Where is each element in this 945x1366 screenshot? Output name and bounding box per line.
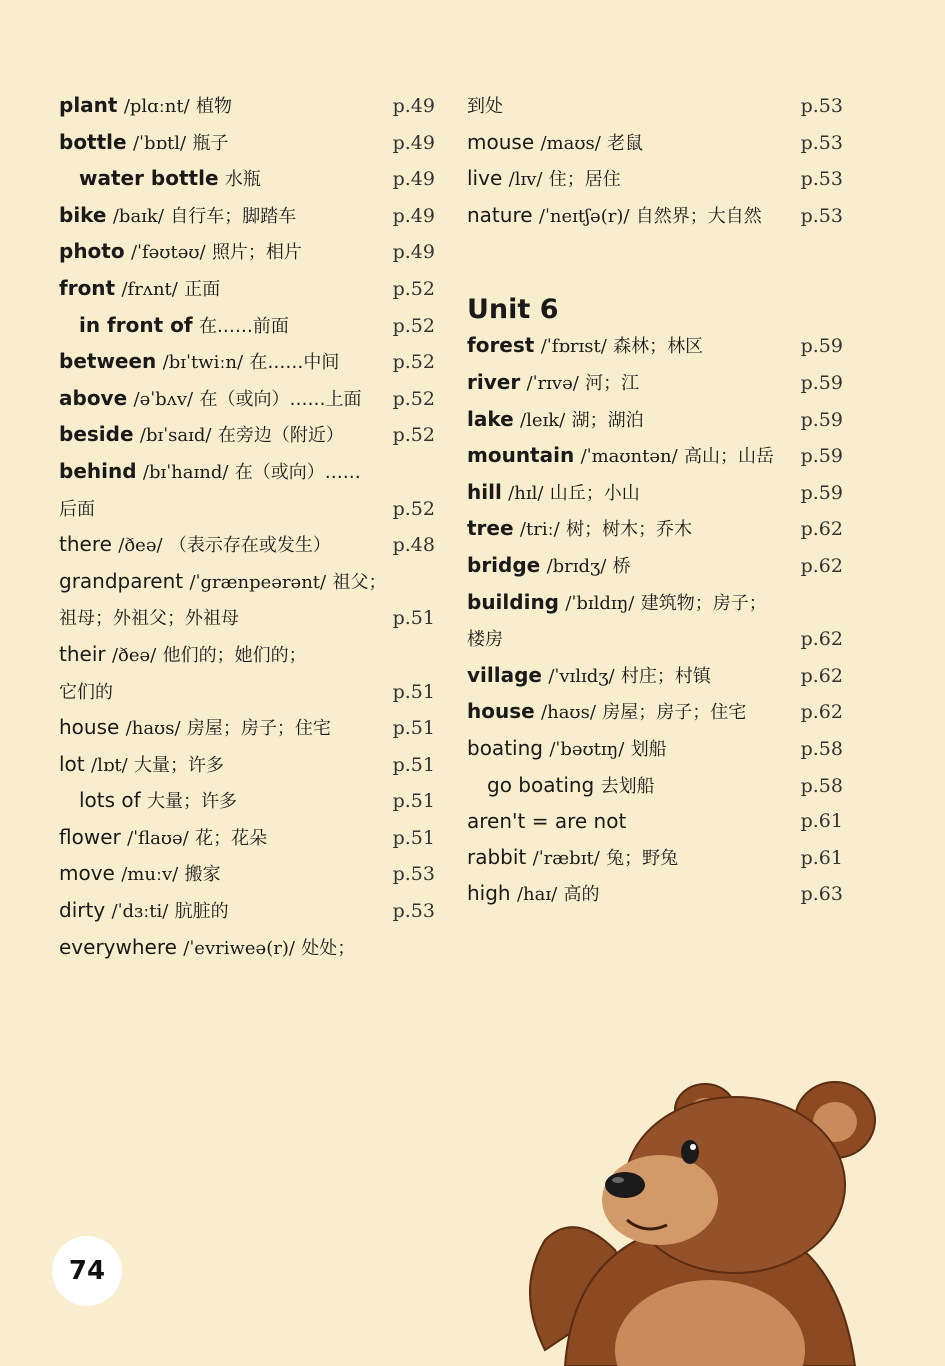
vocab-entry — [467, 125, 847, 162]
entry-line — [59, 820, 439, 857]
page-reference: p.51 — [392, 717, 435, 740]
vocab-entry — [467, 475, 847, 512]
headword: mouse — [467, 129, 535, 154]
page-reference: p.49 — [392, 241, 435, 264]
entry-line — [467, 88, 847, 125]
meaning: 大量；许多 — [147, 791, 238, 813]
page-reference: p.52 — [392, 314, 435, 337]
meaning: 高山；山岳 — [684, 446, 775, 468]
page-reference: p.63 — [800, 883, 843, 906]
vocab-entry — [467, 88, 847, 125]
entry-line-continued — [59, 600, 439, 637]
entry-line — [59, 527, 439, 564]
vocab-entry — [467, 731, 847, 768]
page-reference: p.53 — [392, 863, 435, 886]
phonetic: /ˈdɜːti/ — [111, 901, 169, 923]
phonetic: /bɪˈsaɪd/ — [139, 425, 212, 447]
page-reference: p.59 — [800, 371, 843, 394]
headword: beside — [59, 422, 134, 447]
meaning: 肮脏的 — [174, 901, 229, 923]
meaning: 住；居住 — [548, 169, 621, 191]
headword: forest — [467, 333, 535, 358]
vocab-entry — [59, 417, 439, 454]
entry-line — [467, 475, 847, 512]
page-number: 74 — [52, 1236, 122, 1306]
headword: everywhere — [59, 934, 177, 959]
vocab-entry — [59, 234, 439, 271]
page-reference: p.52 — [392, 277, 435, 300]
phonetic: /haɪ/ — [516, 884, 558, 906]
phonetic: /maʊs/ — [540, 132, 601, 154]
entry-line — [59, 856, 439, 893]
vocab-entry — [59, 710, 439, 747]
phonetic: /ˈgrænpeərənt/ — [189, 571, 327, 593]
entry-line — [59, 344, 439, 381]
word-list-right-bottom — [467, 328, 847, 913]
meaning-continued: 楼房 — [467, 629, 503, 651]
entry-line-continued — [59, 491, 439, 528]
entry-line — [467, 511, 847, 548]
vocab-entry — [467, 840, 847, 877]
vocab-entry — [59, 930, 439, 967]
headword: there — [59, 532, 112, 557]
headword: in front of — [79, 312, 193, 337]
phonetic: /baɪk/ — [112, 205, 164, 227]
phonetic: /ˈfəʊtəʊ/ — [130, 242, 206, 264]
page-reference: p.49 — [392, 168, 435, 191]
vocab-entry — [467, 548, 847, 585]
headword: house — [59, 715, 120, 740]
entry-line — [59, 783, 439, 820]
meaning: 瓶子 — [192, 132, 229, 154]
phonetic: /ˈrɪvə/ — [526, 372, 579, 394]
meaning: 房屋；房子；住宅 — [602, 702, 747, 724]
vocab-entry — [467, 658, 847, 695]
headword: lake — [467, 406, 514, 431]
meaning: 自然界；大自然 — [635, 205, 762, 227]
vocab-entry — [59, 198, 439, 235]
entry-line — [467, 125, 847, 162]
phonetic: /plɑːnt/ — [123, 96, 190, 117]
page-reference: p.62 — [800, 554, 843, 577]
entry-line — [59, 930, 439, 967]
page-reference: p.53 — [800, 131, 843, 154]
meaning: 去划船 — [600, 775, 655, 797]
vocab-entry — [59, 747, 439, 784]
meaning: 在（或向）…… — [234, 461, 361, 483]
page-reference: p.59 — [800, 445, 843, 468]
vocabulary-column-left — [59, 88, 439, 966]
meaning: 祖父； — [332, 571, 387, 593]
meaning: 正面 — [184, 278, 221, 300]
phonetic: /brɪdʒ/ — [546, 555, 607, 577]
page-reference: p.51 — [392, 680, 435, 703]
meaning-continued: 祖母；外祖父；外祖母 — [59, 608, 239, 630]
headword: behind — [59, 458, 137, 483]
headword: above — [59, 385, 128, 410]
page-reference: p.53 — [392, 900, 435, 923]
vocab-entry — [467, 161, 847, 198]
phonetic: /frʌnt/ — [121, 278, 178, 300]
vocab-entry — [467, 402, 847, 439]
meaning: 房屋；房子；住宅 — [186, 718, 331, 740]
entry-line — [467, 694, 847, 731]
phonetic: /ˈfɒrɪst/ — [540, 336, 607, 358]
vocab-entry — [59, 856, 439, 893]
entry-line — [467, 548, 847, 585]
meaning: 村庄；村镇 — [620, 665, 711, 687]
phonetic: /ˈflaʊə/ — [127, 827, 189, 849]
headword: move — [59, 861, 115, 886]
page-reference: p.51 — [392, 826, 435, 849]
meaning: 在……中间 — [249, 352, 340, 374]
page-reference: p.62 — [800, 628, 843, 651]
entry-line — [467, 402, 847, 439]
headword: lot — [59, 751, 85, 776]
phonetic: /ˈneɪtʃə(r)/ — [538, 205, 630, 227]
entry-line — [467, 840, 847, 877]
entry-line — [467, 365, 847, 402]
headword: water bottle — [79, 166, 219, 191]
page-reference: p.62 — [800, 701, 843, 724]
entry-line — [59, 710, 439, 747]
entry-line — [467, 438, 847, 475]
page-reference: p.49 — [392, 95, 435, 117]
vocab-entry — [59, 88, 439, 125]
entry-line — [59, 308, 439, 345]
phonetic: /əˈbʌv/ — [133, 388, 194, 410]
meaning: 自行车；脚踏车 — [170, 205, 297, 227]
entry-line — [59, 454, 439, 491]
vocab-entry — [59, 125, 439, 162]
meaning: （表示存在或发生） — [168, 535, 331, 557]
word-list-left — [59, 88, 439, 966]
vocab-entry — [467, 511, 847, 548]
meaning: 水瓶 — [224, 169, 261, 191]
entry-line — [467, 731, 847, 768]
phonetic: /lɒt/ — [91, 754, 128, 776]
phonetic: /muːv/ — [121, 864, 179, 886]
entry-line — [59, 381, 439, 418]
meaning: 划船 — [630, 738, 667, 760]
meaning-continued: 它们的 — [59, 681, 113, 703]
meaning: 照片；相片 — [211, 242, 302, 264]
headword: bike — [59, 202, 107, 227]
headword: mountain — [467, 443, 575, 468]
entry-line — [59, 198, 439, 235]
headword: front — [59, 275, 116, 300]
vocab-entry — [59, 527, 439, 564]
headword: live — [467, 166, 503, 191]
meaning: 河；江 — [585, 372, 640, 394]
phonetic: /ðeə/ — [111, 644, 157, 666]
entry-line — [59, 271, 439, 308]
meaning: 搬家 — [184, 864, 221, 886]
entry-line — [59, 125, 439, 162]
vocab-entry — [467, 804, 847, 840]
entry-line — [59, 234, 439, 271]
page-reference: p.52 — [392, 424, 435, 447]
entry-line — [59, 564, 439, 601]
entry-line — [467, 768, 847, 805]
vocab-entry — [59, 564, 439, 637]
unit-heading: Unit 6 — [467, 294, 559, 326]
meaning: 花；花朵 — [195, 827, 268, 849]
page-reference: p.59 — [800, 408, 843, 431]
meaning: 树；树木；乔木 — [566, 519, 693, 541]
bear-nose — [605, 1172, 645, 1198]
phonetic: /ðeə/ — [118, 535, 163, 557]
meaning: 他们的；她们的； — [162, 644, 307, 666]
entry-line-continued — [59, 674, 439, 711]
phonetic: /ˈmaʊntən/ — [580, 446, 678, 468]
meaning: 森林；林区 — [613, 336, 704, 358]
entry-line — [59, 747, 439, 784]
phonetic: /haʊs/ — [125, 718, 181, 740]
sub-entry — [59, 783, 439, 820]
meaning: 高的 — [563, 884, 600, 906]
page-reference: p.53 — [800, 168, 843, 191]
phonetic: /ˈvɪlɪdʒ/ — [548, 665, 615, 687]
phonetic: /ˈræbɪt/ — [532, 847, 600, 869]
entry-line — [467, 658, 847, 695]
entry-line — [59, 88, 439, 125]
phonetic: /ˈevriweə(r)/ — [183, 937, 295, 959]
entry-line — [467, 328, 847, 365]
sub-entry — [467, 768, 847, 805]
headword: flower — [59, 824, 121, 849]
meaning-continued: 后面 — [59, 498, 95, 520]
page-reference: p.51 — [392, 790, 435, 813]
phonetic: /bɪˈhaɪnd/ — [142, 461, 229, 483]
entry-line — [467, 876, 847, 913]
headword: bottle — [59, 129, 127, 154]
vocab-entry — [467, 365, 847, 402]
sub-entry — [59, 308, 439, 345]
headword: photo — [59, 239, 125, 264]
vocab-entry — [59, 820, 439, 857]
vocab-entry — [467, 198, 847, 235]
page-reference: p.62 — [800, 518, 843, 541]
phonetic: /hɪl/ — [508, 482, 544, 504]
page-reference: p.62 — [800, 664, 843, 687]
entry-line — [467, 198, 847, 235]
page-reference: p.49 — [392, 131, 435, 154]
headword: high — [467, 881, 511, 906]
meaning: 在（或向）……上面 — [199, 388, 362, 410]
page-reference: p.49 — [392, 204, 435, 227]
entry-line — [467, 804, 847, 840]
vocab-entry — [467, 585, 847, 658]
meaning: 山丘；小山 — [549, 482, 640, 504]
bear-illustration — [505, 1080, 945, 1366]
meaning: 在旁边（附近） — [217, 425, 344, 447]
vocab-entry — [467, 876, 847, 913]
page-reference: p.58 — [800, 774, 843, 797]
headword: rabbit — [467, 844, 527, 869]
bear-eye — [681, 1140, 699, 1164]
page-reference: p.58 — [800, 737, 843, 760]
meaning: 处处； — [301, 937, 356, 959]
meaning: 湖；湖泊 — [571, 409, 644, 431]
page-reference: p.61 — [800, 810, 843, 833]
headword: bridge — [467, 552, 541, 577]
entry-line — [59, 161, 439, 198]
headword: village — [467, 662, 542, 687]
headword: between — [59, 349, 157, 374]
headword: boating — [467, 735, 543, 760]
page-reference: p.52 — [392, 497, 435, 520]
headword: grandparent — [59, 568, 184, 593]
phonetic: /haʊs/ — [541, 702, 596, 724]
meaning: 大量；许多 — [134, 754, 225, 776]
phonetic: /leɪk/ — [520, 409, 566, 431]
headword: go boating — [487, 772, 595, 797]
meaning: 在……前面 — [198, 315, 289, 337]
headword: aren't = are not — [467, 809, 627, 834]
vocab-entry — [59, 637, 439, 710]
headword: tree — [467, 516, 514, 541]
headword: building — [467, 589, 559, 614]
vocab-entry — [59, 893, 439, 930]
page-reference: p.59 — [800, 481, 843, 504]
bear-muzzle — [602, 1155, 718, 1245]
vocab-entry — [467, 328, 847, 365]
meaning: 建筑物；房子； — [640, 592, 767, 614]
page-reference: p.61 — [800, 846, 843, 869]
phonetic: /ˈbɒtl/ — [132, 132, 187, 154]
phonetic: /triː/ — [519, 519, 560, 541]
meaning: 兔；野兔 — [606, 847, 679, 869]
meaning: 老鼠 — [607, 132, 644, 154]
sub-entry — [59, 161, 439, 198]
page-reference: p.59 — [800, 335, 843, 358]
meaning: 植物 — [196, 96, 233, 117]
page-reference: p.51 — [392, 607, 435, 630]
entry-line — [467, 161, 847, 198]
page-reference: p.52 — [392, 387, 435, 410]
entry-line — [59, 417, 439, 454]
page-reference: p.53 — [800, 95, 843, 117]
entry-line — [467, 585, 847, 622]
entry-line-continued — [467, 621, 847, 658]
headword: their — [59, 641, 106, 666]
page-reference: p.48 — [392, 534, 435, 557]
headword: hill — [467, 479, 502, 504]
vocab-entry — [59, 271, 439, 308]
meaning: 到处 — [467, 96, 503, 117]
vocab-entry — [59, 381, 439, 418]
page-reference: p.52 — [392, 351, 435, 374]
page-reference: p.51 — [392, 753, 435, 776]
phonetic: /lɪv/ — [508, 169, 543, 191]
vocabulary-column-right — [467, 88, 847, 913]
vocab-entry — [59, 454, 439, 527]
word-list-right-top — [467, 88, 847, 234]
headword: river — [467, 369, 521, 394]
entry-line — [59, 637, 439, 674]
page-reference: p.53 — [800, 204, 843, 227]
headword: plant — [59, 93, 118, 117]
vocab-entry — [59, 344, 439, 381]
headword: lots of — [79, 788, 141, 813]
phonetic: /ˈbəʊtɪŋ/ — [549, 738, 625, 760]
headword: house — [467, 699, 535, 724]
phonetic: /bɪˈtwiːn/ — [162, 352, 244, 374]
headword: nature — [467, 202, 533, 227]
entry-line — [59, 893, 439, 930]
phonetic: /ˈbɪldɪŋ/ — [565, 592, 635, 614]
meaning: 桥 — [612, 555, 631, 577]
vocab-entry — [467, 438, 847, 475]
vocab-entry — [467, 694, 847, 731]
headword: dirty — [59, 898, 106, 923]
